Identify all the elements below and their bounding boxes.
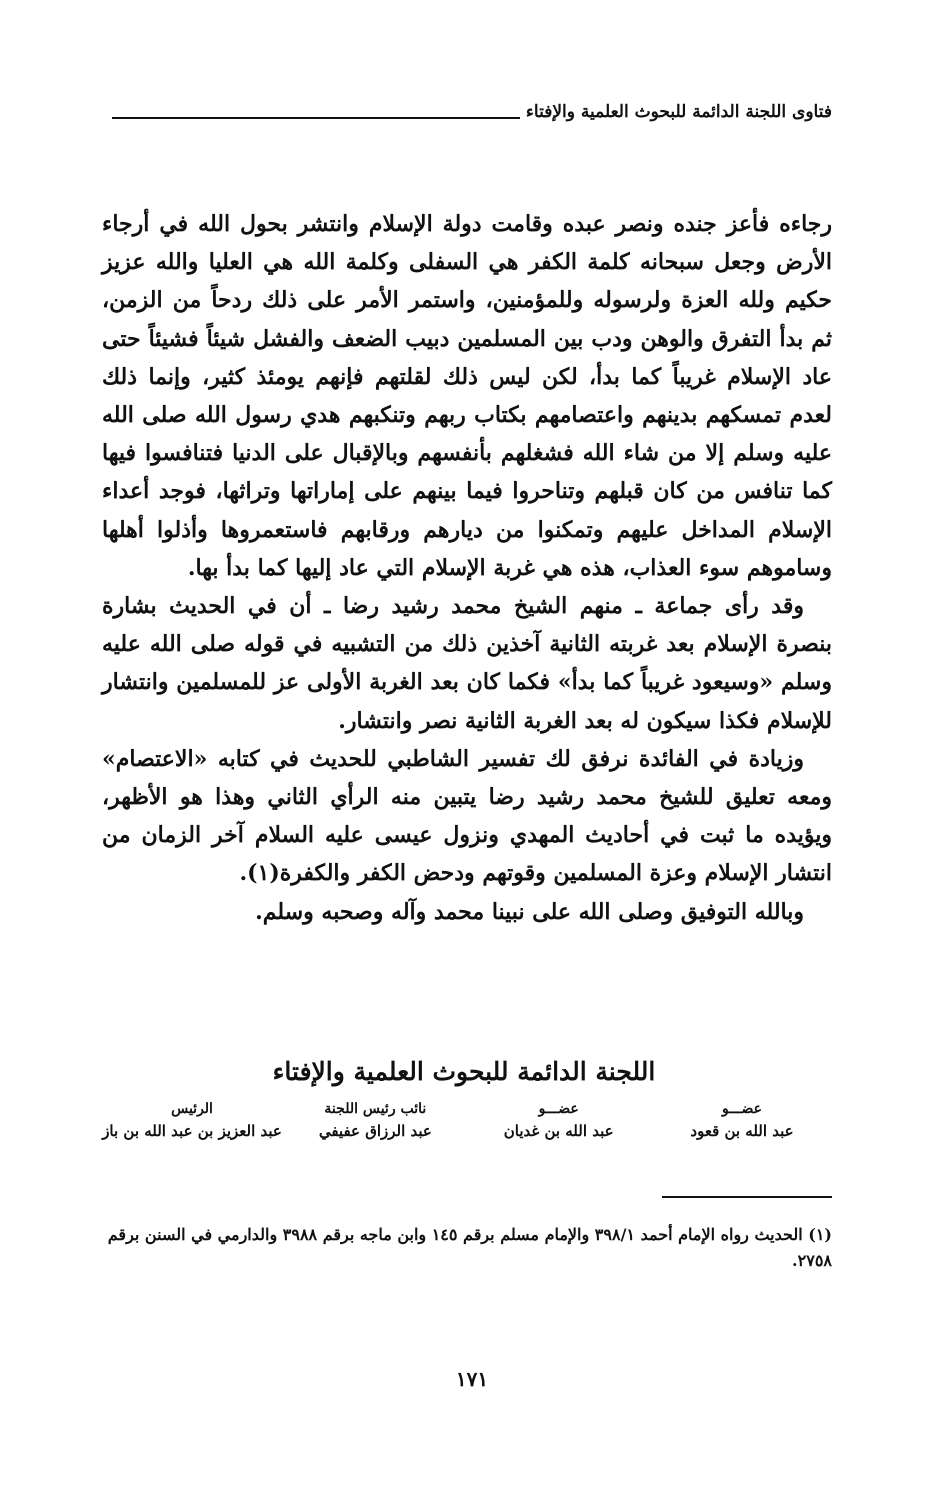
signature-name: عبد العزيز بن عبد الله بن باز (102, 1122, 282, 1140)
paragraph-1: رجاءه فأعز جنده ونصر عبده وقامت دولة الإسلام وانتشر بحول الله في أرجاء الأرض وجعل سبحانه كلمة الكفر هي السفلى وكلمة الله هي العليا والله عزيز حكيم ولله العزة ولرسوله وللمؤمنين، واستمر الأمر على ذلك ردحاً من الزمن، ثم بدأ التفرق والوهن ودب بين المسلمين دبيب الضعف والفشل شيئاً فشيئاً حتى عاد الإسلام غريباً كما بدأ، لكن ليس ذلك لقلتهم فإنهم يومئذ كثير، وإنما ذلك لعدم تمسكهم بدينهم واعتصامهم بكتاب ربهم وتنكبهم هدي رسول الله صلى الله عليه وسلم إلا من شاء الله فشغلهم بأنفسهم وبالإقبال على الدنيا فتنافسوا فيها كما تنافس من كان قبلهم وتناحروا فيما بينهم على إماراتها وتراثها، فوجد أعداء الإسلام المداخل عليهم وتمكنوا من ديارهم ورقابهم فاستعمروها وأذلوا أهلها وساموهم سوء العذاب، هذه هي غربة الإسلام التي عاد إليها كما بدأ بها. (102, 211, 833, 581)
footnote-rule (662, 1196, 832, 1198)
committee-title: اللجنة الدائمة للبحوث العلمية والإفتاء (272, 1057, 656, 1086)
signature-vice-chair (285, 1098, 465, 1142)
signature-role: عضـــو (721, 1101, 763, 1117)
signature-member-2 (469, 1098, 649, 1142)
signature-member-1 (652, 1098, 832, 1142)
signature-role: الرئيس (171, 1101, 213, 1117)
signature-role: نائب رئيس اللجنة (324, 1101, 427, 1117)
signature-name: عبد الرزاق عفيفي (318, 1122, 432, 1140)
header-rule (112, 117, 520, 119)
signature-role: عضـــو (538, 1101, 579, 1117)
signature-name: عبد الله بن قعود (690, 1122, 794, 1140)
footnote: (١) الحديث رواه الإمام أحمد ٣٩٨/١ والإمام مسلم برقم ١٤٥ وابن ماجه برقم ٣٩٨٨ والدارمي في السنن برقم ٢٧٥٨. (107, 1225, 832, 1270)
running-header (112, 92, 832, 122)
body-text (102, 205, 832, 931)
signature-chair (102, 1098, 282, 1142)
signatures (102, 1098, 832, 1142)
closing-paragraph: وبالله التوفيق وصلى الله على نبينا محمد وآله وصحبه وسلم. (255, 898, 804, 925)
running-header-title: فتاوى اللجنة الدائمة للبحوث العلمية والإفتاء (525, 102, 832, 122)
paragraph-3: وزيادة في الفائدة نرفق لك تفسير الشاطبي للحديث في كتابه «الاعتصام» ومعه تعليق للشيخ محمد رشيد رضا يتبين منه الرأي الثاني وهذا هو الأظهر، ويؤيده ما ثبت في أحاديث المهدي ونزول عيسى عليه السلام آخر الزمان من انتشار الإسلام وعزة المسلمين وقوتهم ودحض الكفر والكفرة(١). (102, 745, 832, 887)
page-number: ١٧١ (455, 1367, 489, 1391)
paragraph-2: وقد رأى جماعة ـ منهم الشيخ محمد رشيد رضا ـ أن في الحديث بشارة بنصرة الإسلام بعد غربته الثانية آخذين ذلك من التشبيه في قوله صلى الله عليه وسلم «وسيعود غريباً كما بدأ» فكما كان بعد الغربة الأولى عز للمسلمين وانتشار للإسلام فكذا سيكون له بعد الغربة الثانية نصر وانتشار. (102, 593, 832, 734)
signature-name: عبد الله بن غديان (503, 1122, 614, 1140)
